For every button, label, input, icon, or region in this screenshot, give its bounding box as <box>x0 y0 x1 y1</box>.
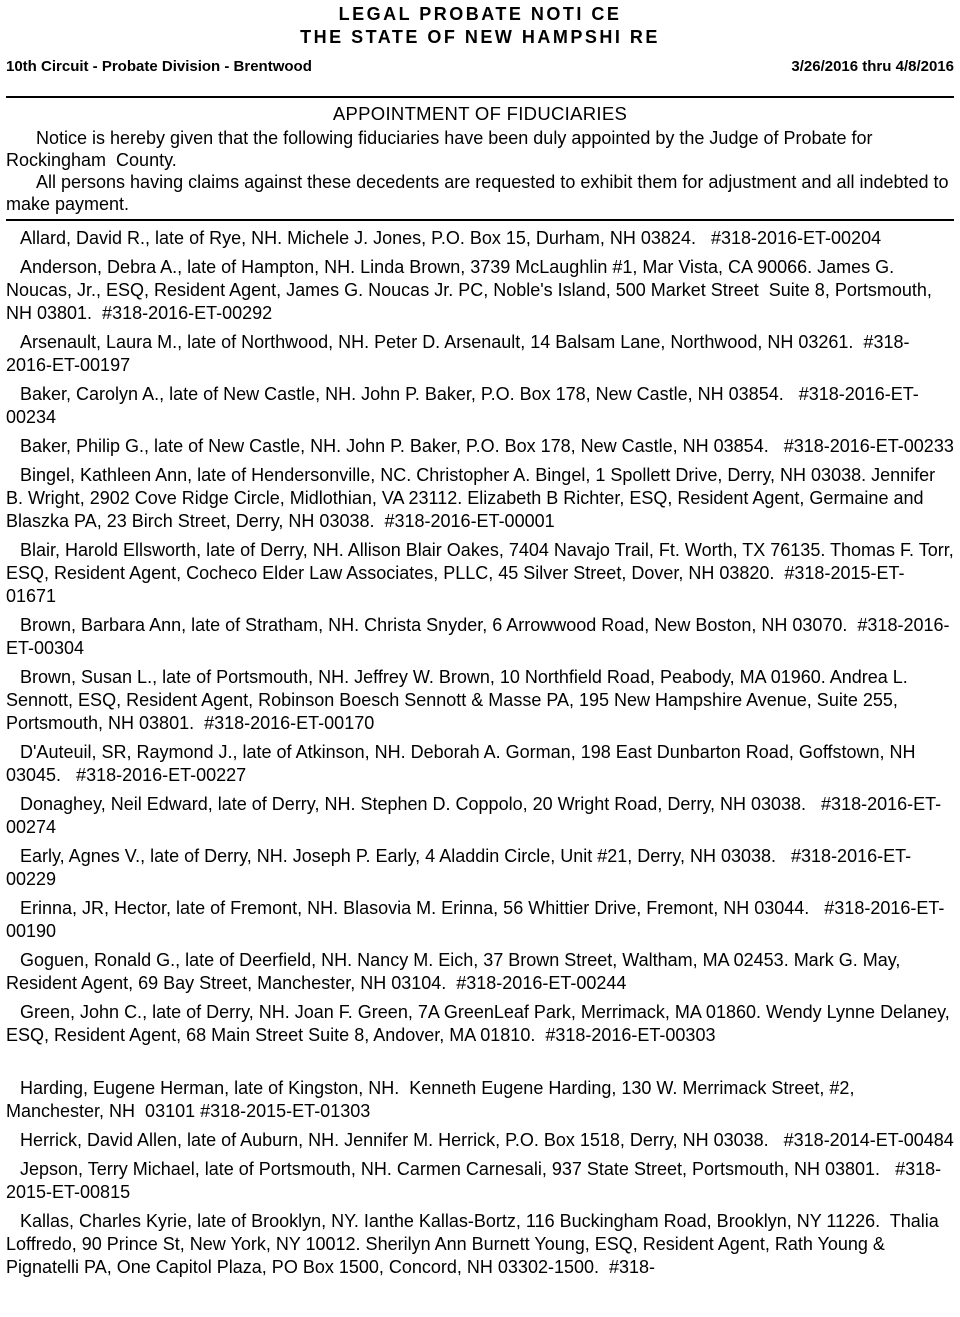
intro-paragraph-1: Notice is hereby given that the following fiduciaries have been duly appointed by the Judge of Probate for Rockingham County. <box>6 128 878 170</box>
fiduciary-entry: Arsenault, Laura M., late of Northwood, NH. Peter D. Arsenault, 14 Balsam Lane, Northwood, NH 03261. #318-2016-ET-00197 <box>6 332 910 375</box>
document-title <box>6 3 954 49</box>
title-line-2: THE STATE OF NEW HAMPSHI RE <box>300 27 660 47</box>
fiduciary-entry: D'Auteuil, SR, Raymond J., late of Atkinson, NH. Deborah A. Gorman, 198 East Dunbarton Road, Goffstown, NH 03045. #318-2016-ET-00227 <box>6 742 921 785</box>
fiduciary-entry: Kallas, Charles Kyrie, late of Brooklyn, NY. Ianthe Kallas-Bortz, 116 Buckingham Road, Brooklyn, NY 11226. Thalia Loffredo, 90 Prince St, New York, NY 10012. Sherilyn Ann Burnett Young, ESQ, Resident Agent, Rath Young & Pignatelli PA, One Capitol Plaza, PO Box 1500, Concord, NH 03302-1500. #318- <box>6 1211 944 1277</box>
fiduciary-entry: Donaghey, Neil Edward, late of Derry, NH. Stephen D. Coppolo, 20 Wright Road, Derry, NH 03038. #318-2016-ET-00274 <box>6 794 942 837</box>
fiduciary-entry: Jepson, Terry Michael, late of Portsmouth, NH. Carmen Carnesali, 937 State Street, Portsmouth, NH 03801. #318-2015-ET-00815 <box>6 1159 942 1202</box>
fiduciary-entry: Blair, Harold Ellsworth, late of Derry, NH. Allison Blair Oakes, 7404 Navajo Trail, Ft. Worth, TX 76135. Thomas F. Torr, ESQ, Resident Agent, Cocheco Elder Law Associates, PLLC, 45 Silver Street, Dover, NH 03820. #318-2015-ET-01671 <box>6 540 959 606</box>
middle-divider <box>6 219 954 221</box>
section-heading: APPOINTMENT OF FIDUCIARIES <box>332 103 628 124</box>
fiduciary-entry: Baker, Philip G., late of New Castle, NH. John P. Baker, P.O. Box 178, New Castle, NH 03854. #318-2016-ET-00233 <box>20 436 954 456</box>
fiduciary-entry: Herrick, David Allen, late of Auburn, NH. Jennifer M. Herrick, P.O. Box 1518, Derry, NH 03038. #318-2014-ET-00484 <box>20 1130 954 1150</box>
top-divider <box>6 96 954 98</box>
date-range: 3/26/2016 thru 4/8/2016 <box>791 58 954 75</box>
fiduciary-entry: Early, Agnes V., late of Derry, NH. Joseph P. Early, 4 Aladdin Circle, Unit #21, Derry, NH 03038. #318-2016-ET-00229 <box>6 846 912 889</box>
fiduciary-entry: Allard, David R., late of Rye, NH. Michele J. Jones, P.O. Box 15, Durham, NH 03824. #318-2016-ET-00204 <box>20 228 882 248</box>
court-name: 10th Circuit - Probate Division - Brentwood <box>6 58 312 75</box>
subheader-row <box>6 58 954 76</box>
fiduciary-entry: Green, John C., late of Derry, NH. Joan F. Green, 7A GreenLeaf Park, Merrimack, MA 01860. Wendy Lynne Delaney, ESQ, Resident Agent, 68 Main Street Suite 8, Andover, MA 01810. #318-2016-ET-00303 <box>6 1002 955 1045</box>
fiduciary-entry: Brown, Susan L., late of Portsmouth, NH. Jeffrey W. Brown, 10 Northfield Road, Peabody, MA 01960. Andrea L. Sennott, ESQ, Resident Agent, Robinson Boesch Sennott & Masse PA, 195 New Hampshire Avenue, Suite 255, Portsmouth, NH 03801. #318-2016-ET-00170 <box>6 667 913 733</box>
intro-paragraph-2: All persons having claims against these decedents are requested to exhibit them for adjustment and all indebted to make payment. <box>6 172 954 214</box>
title-line-1: LEGAL PROBATE NOTI CE <box>338 4 622 24</box>
fiduciary-entry: Bingel, Kathleen Ann, late of Hendersonville, NC. Christopher A. Bingel, 1 Spollett Drive, Derry, NH 03038. Jennifer B. Wright, 2902 Cove Ridge Circle, Midlothian, VA 23112. Elizabeth B Richter, ESQ, Resident Agent, Germaine and Blaszka PA, 23 Birch Street, Derry, NH 03038. #318-2016-ET-00001 <box>6 465 941 531</box>
fiduciary-entries <box>6 227 959 1279</box>
fiduciary-entry: Goguen, Ronald G., late of Deerfield, NH. Nancy M. Eich, 37 Brown Street, Waltham, MA 02453. Mark G. May, Resident Agent, 69 Bay Street, Manchester, NH 03104. #318-2016-ET-00244 <box>6 950 906 993</box>
fiduciary-entry: Anderson, Debra A., late of Hampton, NH. Linda Brown, 3739 McLaughlin #1, Mar Vista, CA 90066. James G. Noucas, Jr., ESQ, Resident Agent, James G. Noucas Jr. PC, Noble's Island, 500 Market Street Suite 8, Portsmouth, NH 03801. #318-2016-ET-00292 <box>6 257 937 323</box>
fiduciary-entry: Harding, Eugene Herman, late of Kingston, NH. Kenneth Eugene Harding, 130 W. Merrimack Street, #2, Manchester, NH 03101 #318-2015-ET-01303 <box>6 1078 860 1121</box>
fiduciary-entry: Erinna, JR, Hector, late of Fremont, NH. Blasovia M. Erinna, 56 Whittier Drive, Fremont, NH 03044. #318-2016-ET-00190 <box>6 898 945 941</box>
fiduciary-entry: Baker, Carolyn A., late of New Castle, NH. John P. Baker, P.O. Box 178, New Castle, NH 03854. #318-2016-ET-00234 <box>6 384 919 427</box>
fiduciary-entry: Brown, Barbara Ann, late of Stratham, NH. Christa Snyder, 6 Arrowwood Road, New Boston, NH 03070. #318-2016-ET-00304 <box>6 615 950 658</box>
